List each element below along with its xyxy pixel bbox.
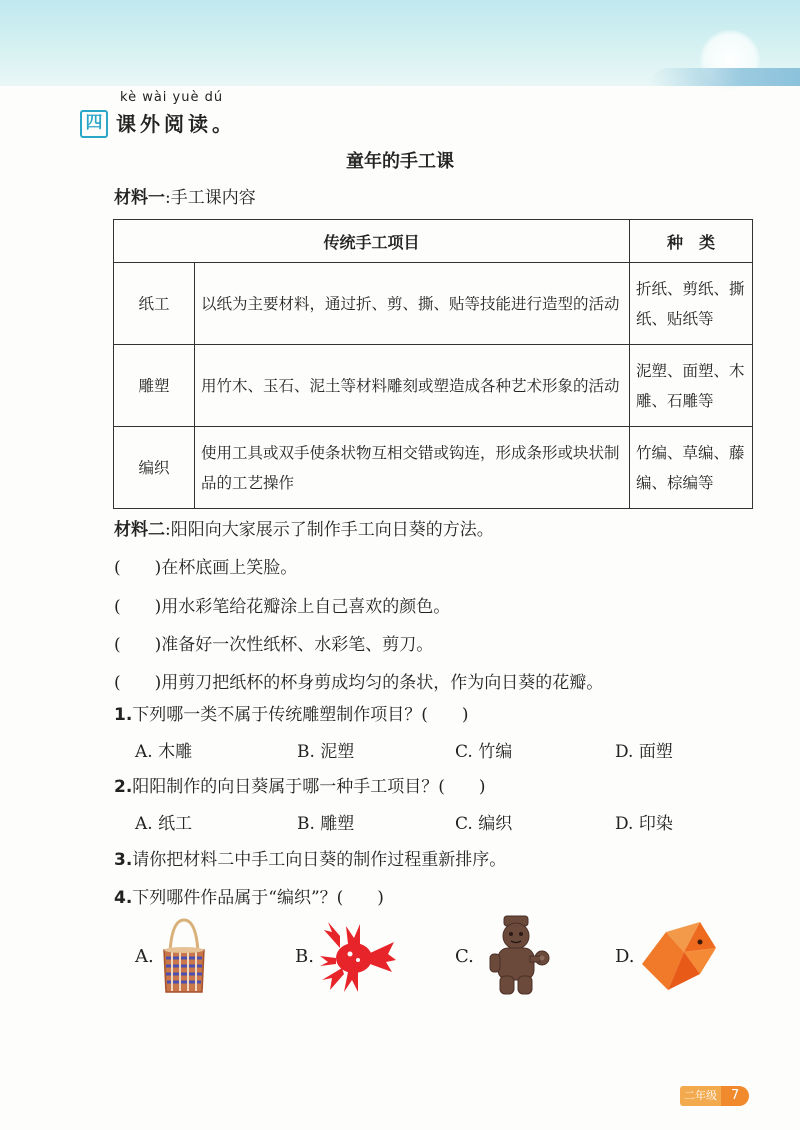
table-row: [114, 345, 753, 427]
material2-label: 材料二: [114, 520, 165, 540]
clay-figure-icon[interactable]: [484, 914, 558, 998]
question-number: 1.: [114, 705, 133, 725]
row-desc: 以纸为主要材料，通过折、剪、撕、贴等技能进行造型的活动: [195, 263, 630, 345]
material2-intro: :阳阳向大家展示了制作手工向日葵的方法。: [165, 520, 494, 540]
row-kinds: 折纸、剪纸、撕纸、贴纸等: [630, 263, 753, 345]
question-3: [114, 845, 506, 870]
q2-option-d[interactable]: D. 印染: [615, 814, 673, 834]
material1-heading: [114, 183, 256, 208]
material1-label: 材料一: [114, 188, 165, 208]
question-text: 下列哪件作品属于“编织”？( ): [132, 888, 384, 908]
section-number-box: 四: [80, 110, 108, 138]
table-header-row: [114, 220, 753, 263]
grade-label: 二年级: [680, 1086, 721, 1106]
q1-option-c[interactable]: C. 竹编: [455, 742, 513, 762]
page-number: 7: [721, 1086, 749, 1106]
material2-heading: [114, 515, 494, 540]
table-row: [114, 263, 753, 345]
woven-basket-icon[interactable]: [160, 918, 208, 996]
q2-option-c[interactable]: C. 编织: [455, 814, 513, 834]
table-row: [114, 427, 753, 509]
row-desc: 使用工具或双手使条状物互相交错或钩连，形成条形或块状制品的工艺操作: [195, 427, 630, 509]
q1-option-a[interactable]: A. 木雕: [135, 742, 193, 762]
image-option-d-label[interactable]: D.: [615, 946, 635, 967]
row-desc: 用竹木、玉石、泥土等材料雕刻或塑造成各种艺术形象的活动: [195, 345, 630, 427]
step-item: ( )用水彩笔给花瓣涂上自己喜欢的颜色。: [114, 597, 451, 617]
q2-option-a[interactable]: A. 纸工: [135, 814, 193, 834]
image-option-c-label[interactable]: C.: [455, 946, 474, 967]
header-project: 传统手工项目: [114, 220, 630, 263]
question-number: 4.: [114, 888, 133, 908]
question-4: [114, 883, 384, 908]
craft-table: [113, 219, 753, 509]
question-2: [114, 772, 486, 797]
section-title-pinyin: kè wài yuè dú: [120, 90, 224, 105]
question-1: [114, 700, 469, 725]
origami-fish-icon[interactable]: [640, 918, 718, 992]
page-number-tab: [680, 1086, 749, 1106]
red-papercut-lobster-icon[interactable]: [318, 920, 398, 995]
question-number: 2.: [114, 777, 133, 797]
material1-title: :手工课内容: [165, 188, 256, 208]
row-kinds: 竹编、草编、藤编、棕编等: [630, 427, 753, 509]
image-option-b-label[interactable]: B.: [295, 946, 314, 967]
row-name: 纸工: [114, 263, 195, 345]
q1-option-d[interactable]: D. 面塑: [615, 742, 673, 762]
question-text: 请你把材料二中手工向日葵的制作过程重新排序。: [132, 850, 507, 870]
q1-option-b[interactable]: B. 泥塑: [297, 742, 355, 762]
step-item: ( )用剪刀把纸杯的杯身剪成均匀的条状，作为向日葵的花瓣。: [114, 673, 604, 693]
step-item: ( )准备好一次性纸杯、水彩笔、剪刀。: [114, 635, 434, 655]
q2-option-b[interactable]: B. 雕塑: [297, 814, 355, 834]
step-item: ( )在杯底画上笑脸。: [114, 558, 298, 578]
section-title: 课外阅读。: [116, 112, 236, 136]
article-title: 童年的手工课: [346, 151, 454, 172]
row-name: 编织: [114, 427, 195, 509]
question-number: 3.: [114, 850, 133, 870]
header-kinds: 种 类: [630, 220, 753, 263]
row-kinds: 泥塑、面塑、木雕、石雕等: [630, 345, 753, 427]
question-text: 下列哪一类不属于传统雕塑制作项目？( ): [132, 705, 469, 725]
header-banner: [0, 0, 800, 86]
image-option-a-label[interactable]: A.: [135, 946, 154, 967]
row-name: 雕塑: [114, 345, 195, 427]
cloud-strip: [650, 68, 800, 86]
question-text: 阳阳制作的向日葵属于哪一种手工项目？( ): [132, 777, 486, 797]
